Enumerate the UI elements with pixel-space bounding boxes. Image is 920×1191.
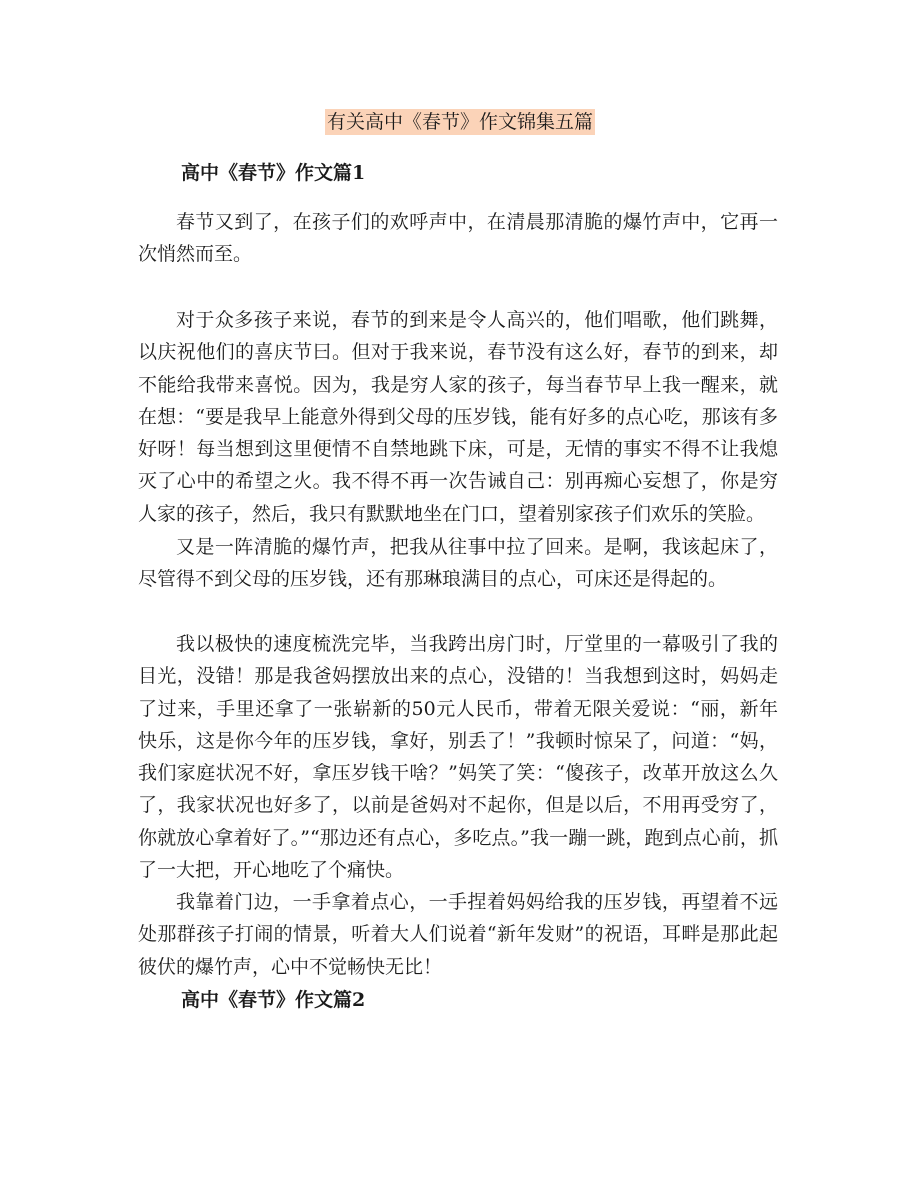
document-title-text: 有关高中《春节》作文锦集五篇 bbox=[326, 111, 593, 133]
paragraph: 春节又到了，在孩子们的欢呼声中，在清晨那清脆的爆竹声中，它再一次悄然而至。 bbox=[138, 211, 778, 266]
document-title bbox=[0, 107, 920, 137]
paragraph: 对于众多孩子来说，春节的到来是令人高兴的，他们唱歌，他们跳舞，以庆祝他们的喜庆节曰。但对于我来说，春节没有这么好，春节的到来，却不能给我带来喜悦。因为，我是穷人家的孩子，每当春节早上我一醒来，就在想：“要是我早上能意外得到父母的压岁钱，能有好多的点心吃，那该有多好呀！每当想到这里便情不自禁地跳下床，可是，无情的事实不得不让我熄灭了心中的希望之火。我不得不再一次告诫自己：别再痴心妄想了，你是穷人家的孩子，然后，我只有默默地坐在门口，望着别家孩子们欢乐的笑脸。 bbox=[138, 309, 778, 525]
section-heading-1: 高中《春节》作文篇1 bbox=[181, 162, 366, 184]
paragraph: 我以极快的速度梳洗完毕，当我跨出房门时，厅堂里的一幕吸引了我的目光，没错！那是我爸妈摆放出来的点心，没错的！当我想到这时，妈妈走了过来，手里还拿了一张崭新的50元人民币，带着无限关爱说：“丽，新年快乐，这是你今年的压岁钱，拿好，别丢了！”我顿时惊呆了，问道：“妈，我们家庭状况不好，拿压岁钱干啥？”妈笑了笑：“傻孩子，改革开放这么久了，我家状况也好多了，以前是爸妈对不起你，但是以后，不用再受穷了，你就放心拿着好了。”“那边还有点心，多吃点。”我一蹦一跳，跑到点心前，抓了一大把，开心地吃了个痛快。 bbox=[138, 633, 778, 882]
paragraph: 我靠着门边，一手拿着点心，一手捏着妈妈给我的压岁钱，再望着不远处那群孩子打闹的情景，听着大人们说着“新年发财”的祝语，耳畔是那此起彼伏的爆竹声，心中不觉畅快无比！ bbox=[138, 891, 778, 978]
paragraph: 又是一阵清脆的爆竹声，把我从往事中拉了回来。是啊，我该起床了，尽管得不到父母的压岁钱，还有那琳琅满目的点心，可床还是得起的。 bbox=[138, 536, 778, 591]
section-heading-2: 高中《春节》作文篇2 bbox=[181, 989, 366, 1011]
